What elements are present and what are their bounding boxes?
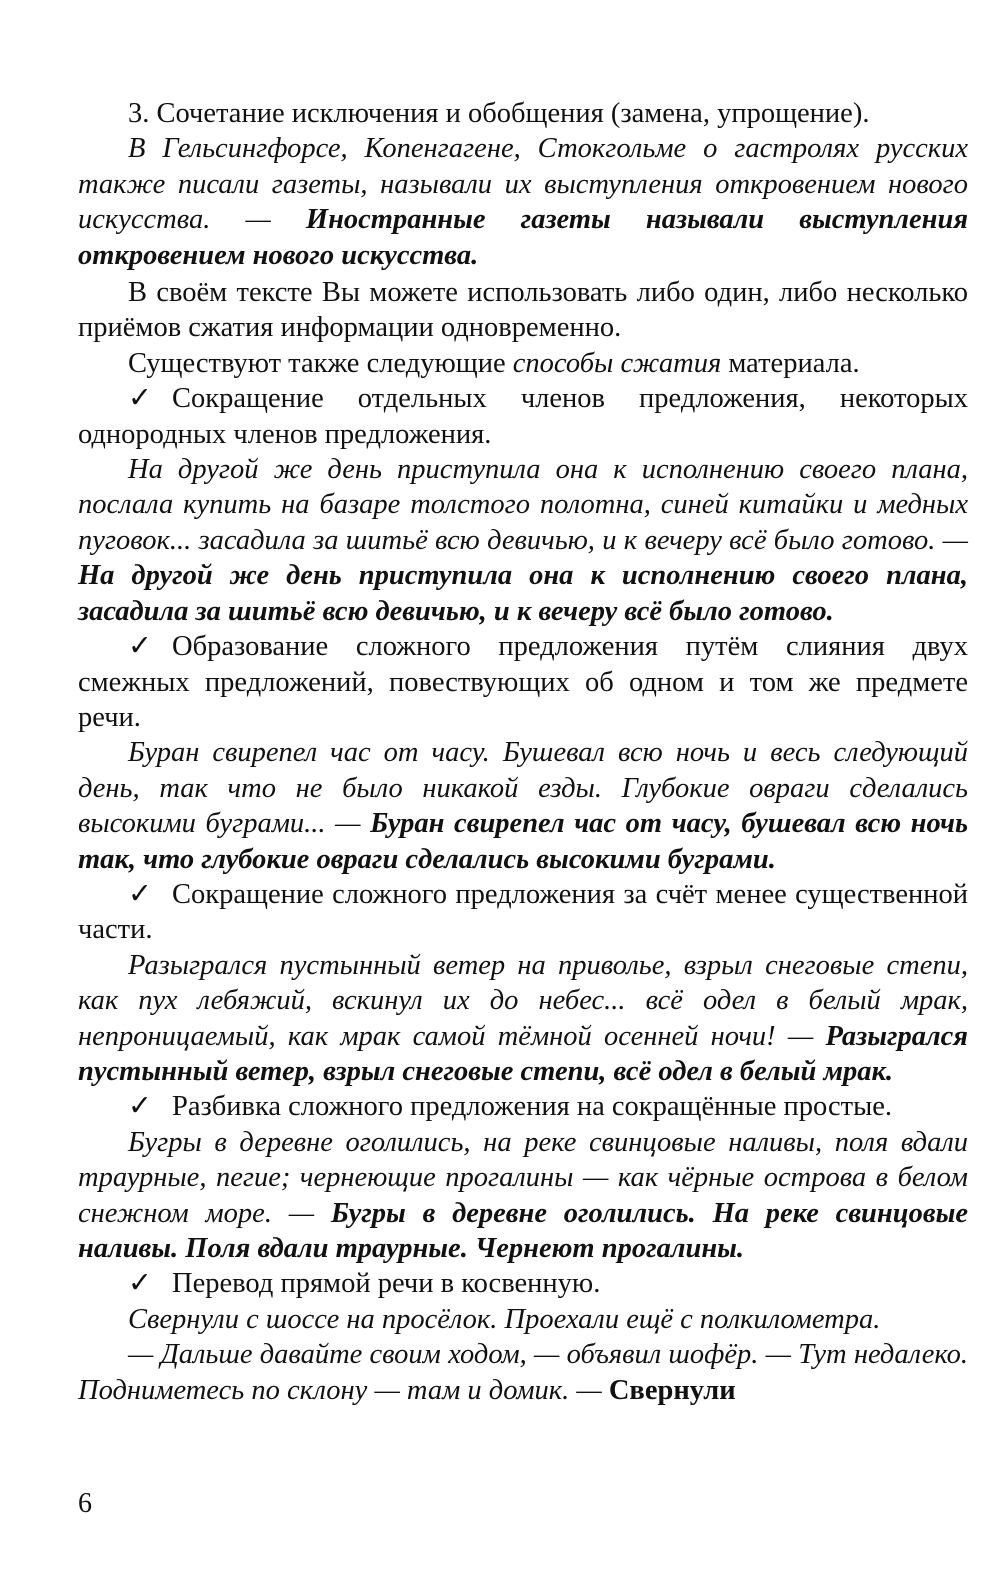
list-item-label: Сокращение отдельных членов предложения, некоторых однородных членов предложения. bbox=[78, 383, 968, 450]
paragraph-method-3 bbox=[78, 96, 968, 131]
combination-text: В своём тексте Вы можете использовать либо один, либо несколько приёмов сжатия информации одновременно. bbox=[78, 277, 968, 344]
dash: — bbox=[935, 524, 968, 556]
example-result: На другой же день приступила она к исполнению своего плана, засадила за шитьё всю девичью, и к вечеру всё было готово. bbox=[78, 560, 968, 627]
example-original: Буран свирепел час от часу. Бушевал всю ночь и весь следующий день, так что не было никакой езды. Глубокие овраги сделались высокими буграми... bbox=[78, 737, 968, 840]
intro-before: Существуют также следующие bbox=[128, 347, 513, 379]
example-original: Свернули с шоссе на просёлок. Проехали ещё с полкилометра. bbox=[128, 1303, 881, 1335]
example-original: Бугры в деревне оголились, на реке свинцовые наливы, поля вдали траурные, пегие; чернеющие прогалины — как чёрные острова в белом снежном море. bbox=[78, 1126, 968, 1229]
example-result: Бугры в деревне оголились. На реке свинцовые наливы. Поля вдали траурные. Чернеют прогалины. bbox=[78, 1197, 968, 1264]
dash: — bbox=[775, 1020, 826, 1052]
dash: — bbox=[271, 1197, 331, 1229]
list-item-label: Образование сложного предложения путём слияния двух смежных предложений, повествующих об одном и том же предмете речи. bbox=[78, 631, 968, 733]
page-number: 6 bbox=[78, 1488, 92, 1519]
intro-italic: способы сжатия bbox=[512, 347, 722, 379]
dash: — bbox=[210, 204, 306, 236]
example-original: Разыгрался пустынный ветер на приволье, взрыл снеговые степи, как пух лебяжий, вскинул их до небес... всё одел в белый мрак, непроницаемый, как мрак самой тёмной осенней ночи! bbox=[78, 949, 968, 1052]
example-paragraph-2 bbox=[78, 452, 968, 629]
list-item-label: Сокращение сложного предложения за счёт менее существенной части. bbox=[78, 878, 968, 946]
checkmark-icon: ✓ bbox=[128, 1268, 152, 1300]
paragraph-combination bbox=[78, 275, 968, 346]
list-item-1 bbox=[78, 381, 968, 452]
dash: — bbox=[325, 808, 371, 840]
list-item-3 bbox=[78, 877, 968, 948]
example-result: Свернули bbox=[608, 1374, 736, 1406]
example-paragraph-4 bbox=[78, 948, 968, 1090]
method-3-text: 3. Сочетание исключения и обобщения (замена, упрощение). bbox=[128, 98, 870, 129]
example-result: Иностранные газеты называли выступления откровением нового искусства. bbox=[78, 204, 968, 271]
paragraph-methods-intro bbox=[78, 346, 968, 381]
example-result: Разыгрался пустынный ветер, взрыл снеговые степи, всё одел в белый мрак. bbox=[78, 1020, 968, 1087]
list-item-label: Перевод прямой речи в косвенную. bbox=[172, 1268, 601, 1300]
checkmark-icon: ✓ bbox=[128, 631, 152, 663]
example-result: Буран свирепел час от часу, бушевал всю ночь так, что глубокие овраги сделались высокими буграми. bbox=[78, 808, 968, 875]
example-paragraph-1 bbox=[78, 131, 968, 273]
example-paragraph-6-line-2 bbox=[78, 1337, 968, 1408]
list-item-4 bbox=[78, 1089, 968, 1124]
intro-after: материала. bbox=[721, 347, 860, 379]
checkmark-icon: ✓ bbox=[128, 383, 152, 415]
example-original: В Гельсингфорсе, Копенгагене, Стокгольме о гастролях русских также писали газеты, называли их выступления откровением нового искусства. bbox=[78, 133, 968, 236]
list-item-label: Разбивка сложного предложения на сокращённые простые. bbox=[172, 1091, 893, 1123]
checkmark-icon: ✓ bbox=[128, 1091, 152, 1123]
example-dialogue: — Дальше давайте своим ходом, — объявил шофёр. — Тут недалеко. Подниметесь по склону — там и домик. bbox=[78, 1339, 968, 1406]
checkmark-icon: ✓ bbox=[128, 878, 152, 910]
list-item-5 bbox=[78, 1266, 968, 1301]
example-paragraph-6-line-1 bbox=[78, 1302, 968, 1337]
example-paragraph-5 bbox=[78, 1125, 968, 1267]
example-paragraph-3 bbox=[78, 735, 968, 877]
page-content bbox=[78, 96, 968, 1408]
example-original: На другой же день приступила она к исполнению своего плана, послала купить на базаре толстого полотна, синей китайки и медных пуговок... засадила за шитьё всю девичью, и к вечеру всё было готово. bbox=[78, 454, 968, 556]
list-item-2 bbox=[78, 629, 968, 735]
dash: — bbox=[569, 1374, 609, 1406]
